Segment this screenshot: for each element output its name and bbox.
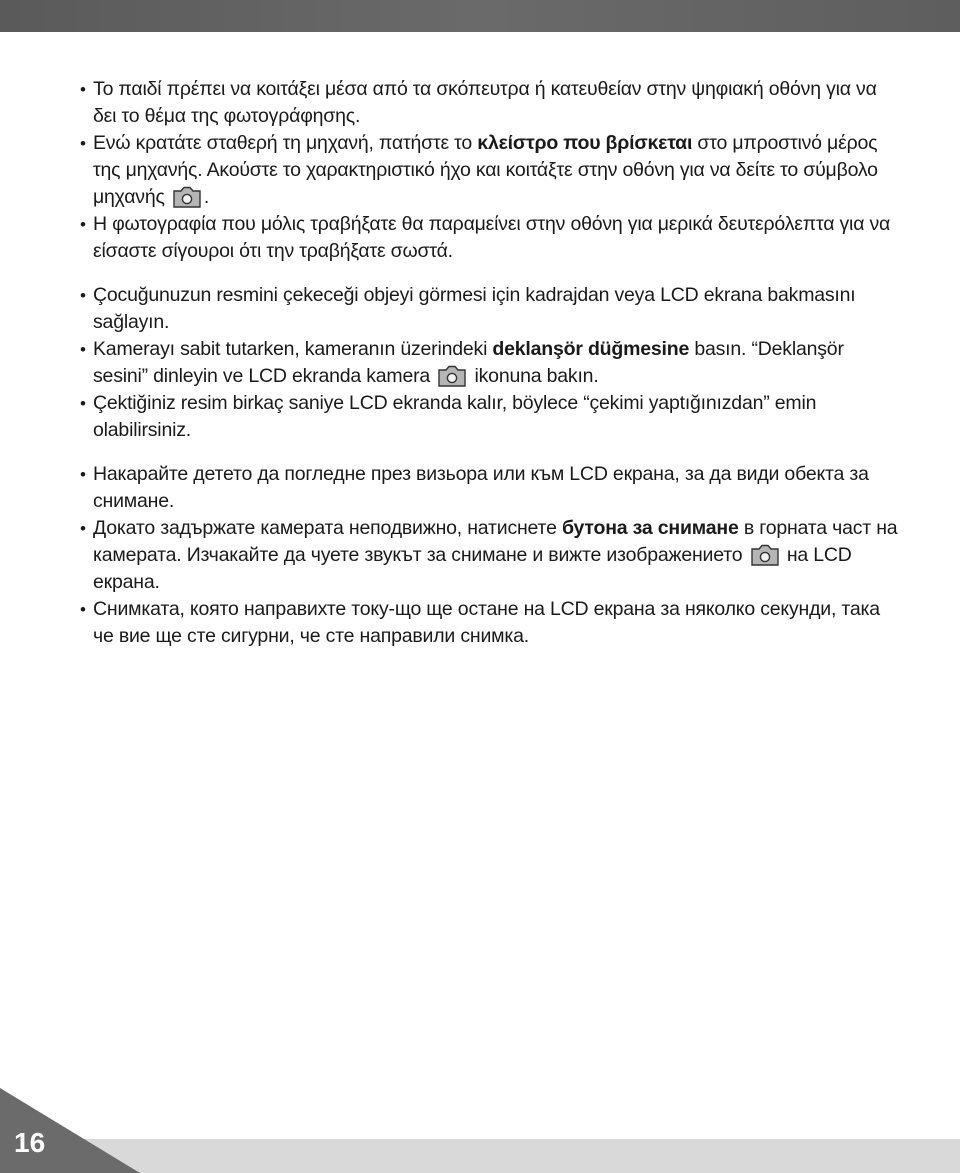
- list-item: • Ενώ κρατάτε σταθερή τη μηχανή, πατήστε το κλείστρο που βρίσκεται στο μπροστινό μέρος της μηχανής. Ακούστε το χαρακτηριστικό ήχο και κοιτάξτε στην οθόνη για να δείτε το σύμβολο μηχανής .: [80, 130, 900, 211]
- list-item: • Το παιδί πρέπει να κοιτάξει μέσα από τα σκόπευτρα ή κατευθείαν στην ψηφιακή οθόνη για να δει το θέμα της φωτογράφησης.: [80, 76, 900, 130]
- list-item: • Докато задържате камерата неподвижно, натиснете бутона за снимане в горната част на камерата. Изчакайте да чуете звукът за снимане и вижте изображението на LCD екрана.: [80, 515, 900, 596]
- list-item: • Снимката, която направихте току-що ще остане на LCD екрана за няколко секунди, така че вие ще сте сигурни, че сте направили снимка.: [80, 596, 900, 650]
- list-item: • Накарайте детето да погледне през визьора или към LCD екрана, за да види обекта за снимане.: [80, 461, 900, 515]
- list-item: • Η φωτογραφία που μόλις τραβήξατε θα παραμείνει στην οθόνη για μερικά δευτερόλεπτα για να είσαστε σίγουροι ότι την τραβήξατε σωστά.: [80, 211, 900, 265]
- list-item: • Kamerayı sabit tutarken, kameranın üzerindeki deklanşör düğmesine basın. “Deklanşör sesini” dinleyin ve LCD ekranda kamera ikonuna bakın.: [80, 336, 900, 390]
- section-turkish: [80, 282, 900, 444]
- header-band: [0, 0, 960, 32]
- footer-band: [0, 1139, 960, 1173]
- camera-icon: [437, 365, 467, 387]
- list-item: • Çektiğiniz resim birkaç saniye LCD ekranda kalır, böylece “çekimi yaptığınızdan” emin olabilirsiniz.: [80, 390, 900, 444]
- camera-icon: [172, 186, 202, 208]
- section-bulgarian: [80, 461, 900, 650]
- bold-term: бутона за снимане: [561, 517, 739, 539]
- bold-term: deklanşör düğmesine: [492, 338, 690, 360]
- bold-term: κλείστρο που βρίσκεται: [477, 132, 693, 154]
- section-greek: [80, 76, 900, 265]
- page-content: [80, 76, 900, 667]
- list-item: • Çocuğunuzun resmini çekeceği objeyi görmesi için kadrajdan veya LCD ekrana bakmasını sağlayın.: [80, 282, 900, 336]
- page-number: 16: [14, 1127, 46, 1158]
- camera-icon: [750, 544, 780, 566]
